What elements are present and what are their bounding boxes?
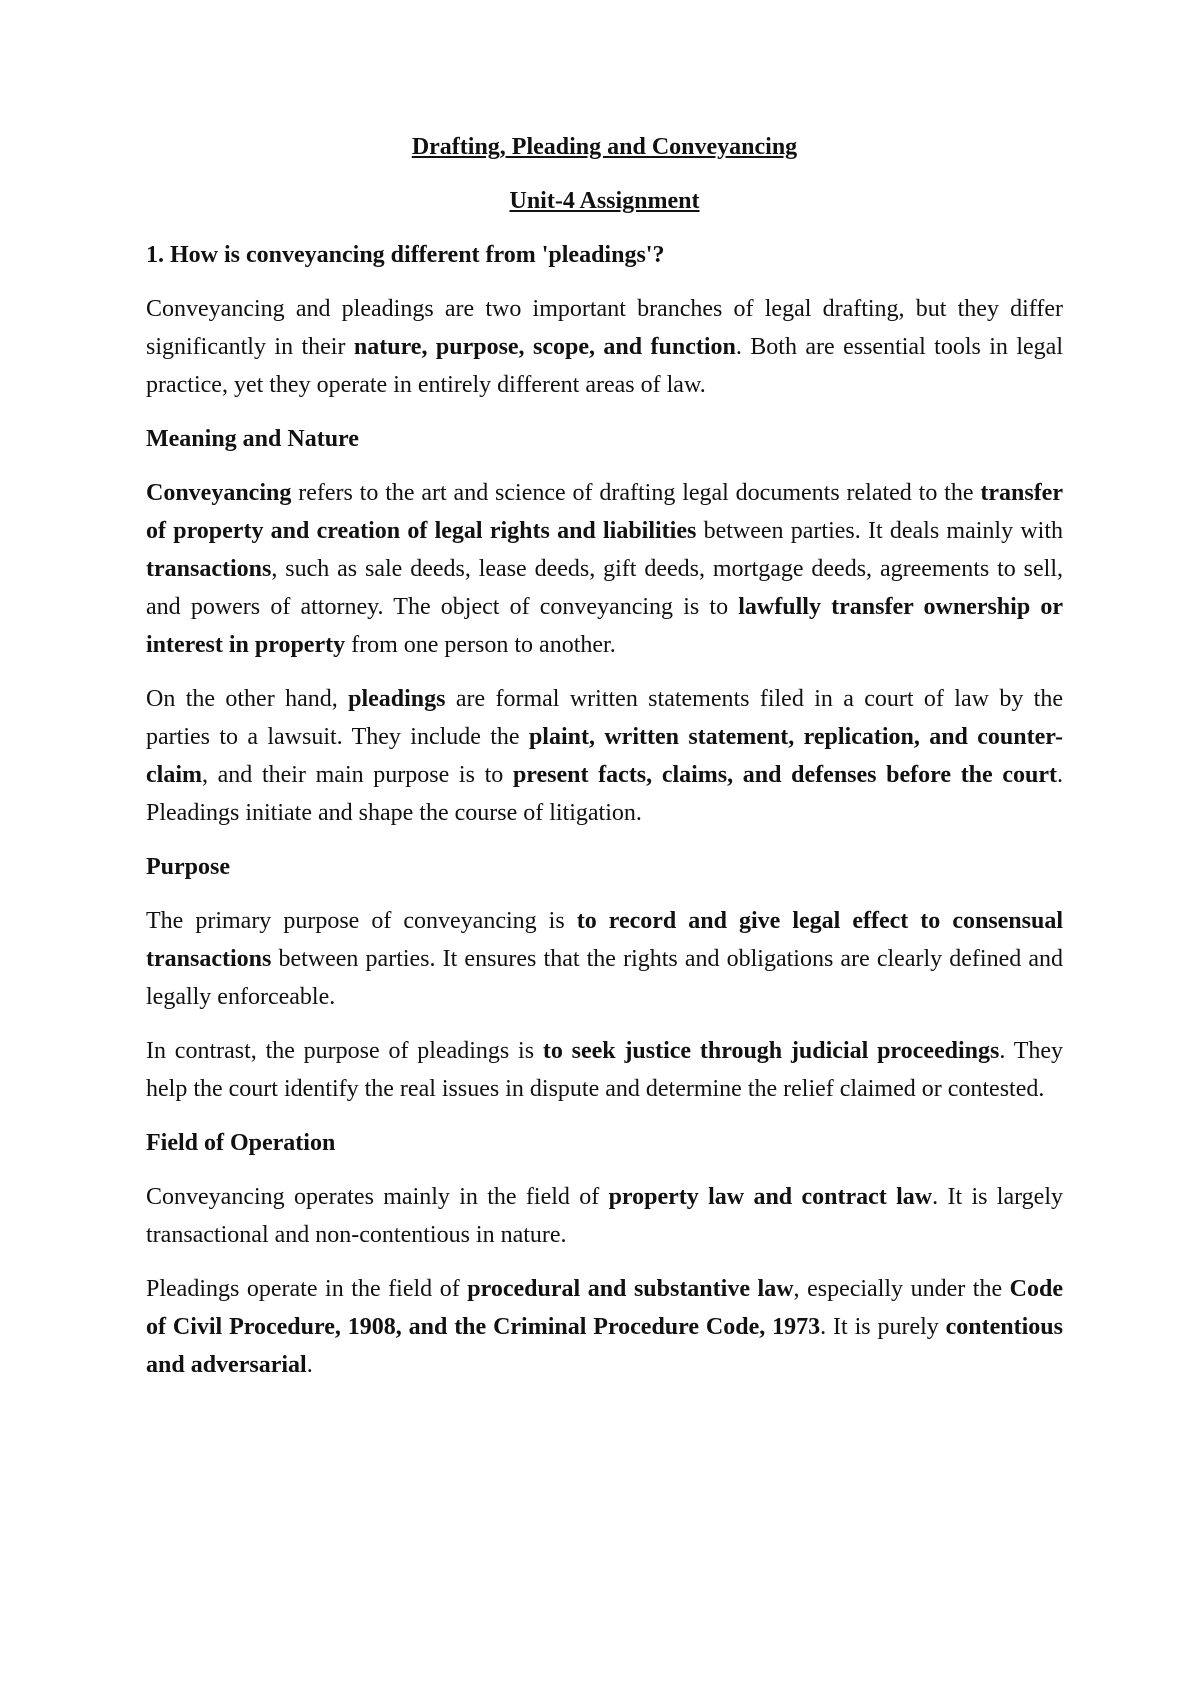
question-heading: 1. How is conveyancing different from 'pleadings'?: [146, 242, 665, 268]
section-heading: Meaning and Nature: [146, 426, 359, 452]
body-paragraph: Conveyancing and pleadings are two important branches of legal drafting, but they differ significantly in their nature, purpose, scope, and function. Both are essential tools in legal practice, yet they operate in entirely different areas of law.: [146, 296, 1063, 398]
body-paragraph: Conveyancing operates mainly in the field of property law and contract law. It is largely transactional and non-contentious in nature.: [146, 1184, 1063, 1248]
bold-text: lawfully transfer ownership or interest in property: [146, 594, 1064, 658]
bold-text: present facts, claims, and defenses before the court: [512, 762, 1058, 788]
bold-text: procedural and substantive law: [467, 1276, 794, 1302]
bold-text: contentious and adversarial: [146, 1314, 1063, 1378]
bold-text: Conveyancing: [146, 480, 292, 506]
section-heading: Purpose: [146, 854, 230, 880]
document-body: [146, 290, 1063, 1384]
body-paragraph: Pleadings operate in the field of procedural and substantive law, especially under the Code of Civil Procedure, 1908, and the Criminal Procedure Code, 1973. It is purely contentious and adversarial.: [146, 1276, 1064, 1378]
bold-text: transactions: [146, 556, 272, 582]
body-paragraph: Conveyancing refers to the art and science of drafting legal documents related to the transfer of property and creation of legal rights and liabilities between parties. It deals mainly with transactions, such as sale deeds, lease deeds, gift deeds, mortgage deeds, agreements to sell, and powers of attorney. The object of conveyancing is to lawfully transfer ownership or interest in property from one person to another.: [146, 480, 1064, 658]
body-paragraph: In contrast, the purpose of pleadings is to seek justice through judicial proceedings. They help the court identify the real issues in dispute and determine the relief claimed or contested.: [146, 1038, 1064, 1102]
bold-text: nature, purpose, scope, and function: [353, 334, 736, 360]
bold-text: to record and give legal effect to consensual transactions: [146, 908, 1064, 972]
section-heading: Field of Operation: [146, 1130, 336, 1156]
body-paragraph: The primary purpose of conveyancing is to record and give legal effect to consensual transactions between parties. It ensures that the rights and obligations are clearly defined and legally enforceable.: [146, 908, 1064, 1010]
document-subtitle: Unit-4 Assignment: [509, 188, 700, 214]
bold-text: Code of Civil Procedure, 1908, and the Criminal Procedure Code, 1973: [146, 1276, 1064, 1340]
document-title: Drafting, Pleading and Conveyancing: [411, 134, 798, 160]
bold-text: pleadings: [348, 686, 446, 712]
bold-text: transfer of property and creation of legal rights and liabilities: [146, 480, 1063, 544]
document-page: [146, 128, 1063, 1384]
bold-text: to seek justice through judicial proceedings: [542, 1038, 1000, 1064]
bold-text: plaint, written statement, replication, and counter-claim: [146, 724, 1064, 788]
body-paragraph: On the other hand, pleadings are formal written statements filed in a court of law by the parties to a lawsuit. They include the plaint, written statement, replication, and counter-claim, and their main purpose is to present facts, claims, and defenses before the court. Pleadings initiate and shape the course of litigation.: [146, 686, 1064, 826]
bold-text: property law and contract law: [608, 1184, 933, 1210]
